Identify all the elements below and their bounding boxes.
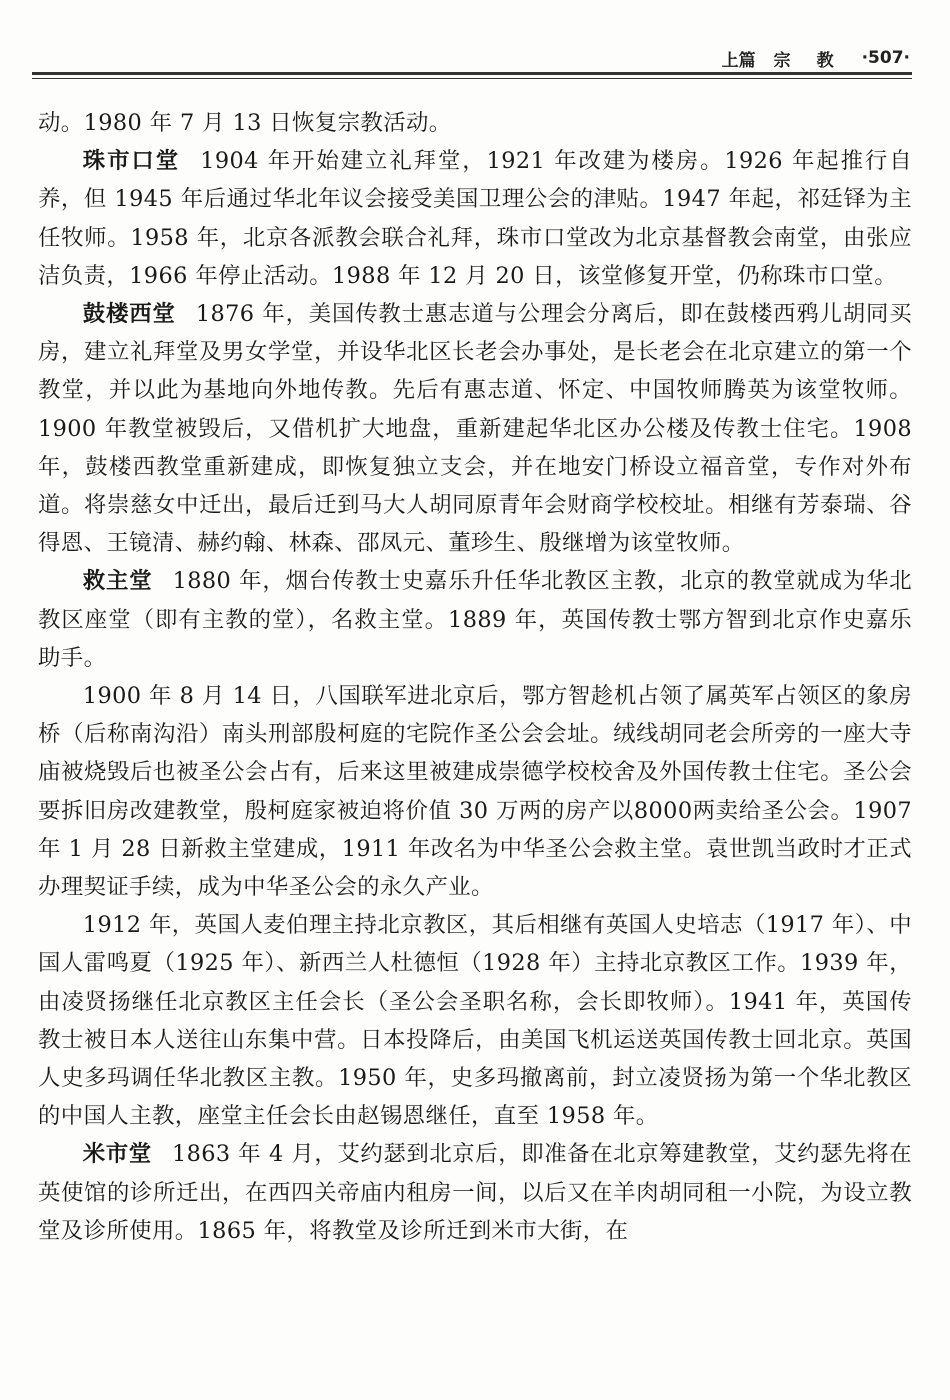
- header-rule-thin: [32, 78, 912, 79]
- entry-term: 鼓楼西堂: [82, 301, 176, 328]
- paragraph: [38, 1135, 912, 1250]
- entry-term: 救主堂: [82, 568, 153, 595]
- paragraph-text: 1880 年，烟台传教士史嘉乐升任华北教区主教，北京的教堂就成为华北教区座堂（即有主教的堂），名救主堂。1889 年，英国传教士鄂方智到北京作史嘉乐助手。: [38, 568, 912, 671]
- paragraph: [38, 562, 912, 677]
- running-header: [680, 44, 910, 72]
- header-subsection: 宗 教: [773, 50, 844, 71]
- header-rule-thick: [32, 72, 912, 75]
- page-number: ·507·: [861, 48, 910, 68]
- paragraph: [38, 104, 912, 142]
- paragraph-text: 1900 年 8 月 14 日，八国联军进北京后，鄂方智趁机占领了属英军占领区的象房桥（后称南沟沿）南头刑部殷柯庭的宅院作圣公会会址。绒线胡同老会所旁的一座大寺庙被烧毁后也被圣公会占有，后来这里被建成崇德学校校舍及外国传教士住宅。圣公会要拆旧房改建教堂，殷柯庭家被迫将价值 30 万两的房产以8000两卖给圣公会。1907 年 1 月 28 日新救主堂建成，1911 年改名为中华圣公会救主堂。袁世凯当政时才正式办理契证手续，成为中华圣公会的永久产业。: [38, 683, 912, 901]
- paragraph-text: 1904 年开始建立礼拜堂，1921 年改建为楼房。1926 年起推行自养，但 1945 年后通过华北年议会接受美国卫理公会的津贴。1947 年起，祁廷铎为主任牧师。1958 年，北京各派教会联合礼拜，珠市口堂改为北京基督教会南堂，由张应洁负责，1966 年停止活动。1988 年 12 月 20 日，该堂修复开堂，仍称珠市口堂。: [38, 148, 912, 289]
- paragraph: [38, 677, 912, 906]
- paragraph-text: 1863 年 4 月，艾约瑟到北京后，即准备在北京筹建教堂，艾约瑟先将在英使馆的诊所迁出，在西四关帝庙内租房一间，以后又在羊肉胡同租一小院，为设立教堂及诊所使用。1865 年，将教堂及诊所迁到米市大街，在: [38, 1141, 913, 1244]
- paragraph-text: 1912 年，英国人麦伯理主持北京教区，其后相继有英国人史培志（1917 年）、中国人雷鸣夏（1925 年）、新西兰人杜德恒（1928 年）主持北京教区工作。1939 年，由凌贤扬继任北京教区主任会长（圣公会圣职名称，会长即牧师）。1941 年，英国传教士被日本人送往山东集中营。日本投降后，由美国飞机运送英国传教士回北京。英国人史多玛调任华北教区主教。1950 年，史多玛撤离前，封立凌贤扬为第一个华北教区的中国人主教，座堂主任会长由赵锡恩继任，直至 1958 年。: [38, 912, 912, 1130]
- body-text: [38, 104, 912, 1250]
- paragraph: [38, 295, 912, 562]
- paragraph: [38, 142, 912, 295]
- paragraph-text: 1876 年，美国传教士惠志道与公理会分离后，即在鼓楼西鸦儿胡同买房，建立礼拜堂及男女学堂，并设华北区长老会办事处，是长老会在北京建立的第一个教堂，并以此为基地向外地传教。先后有惠志道、怀定、中国牧师腾英为该堂牧师。1900 年教堂被毁后，又借机扩大地盘，重新建起华北区办公楼及传教士住宅。1908 年，鼓楼西教堂重新建成，即恢复独立支会，并在地安门桥设立福音堂，专作对外布道。将崇慈女中迁出，最后迁到马大人胡同原青年会财商学校校址。相继有芳泰瑞、谷得恩、王镜清、赫约翰、林森、邵凤元、董珍生、殷继增为该堂牧师。: [38, 301, 912, 557]
- paragraph: [38, 906, 912, 1135]
- paragraph-text: 动。1980 年 7 月 13 日恢复宗教活动。: [38, 110, 452, 136]
- header-section: 上篇: [721, 50, 756, 71]
- entry-term: 米市堂: [82, 1141, 152, 1168]
- entry-term: 珠市口堂: [82, 148, 181, 175]
